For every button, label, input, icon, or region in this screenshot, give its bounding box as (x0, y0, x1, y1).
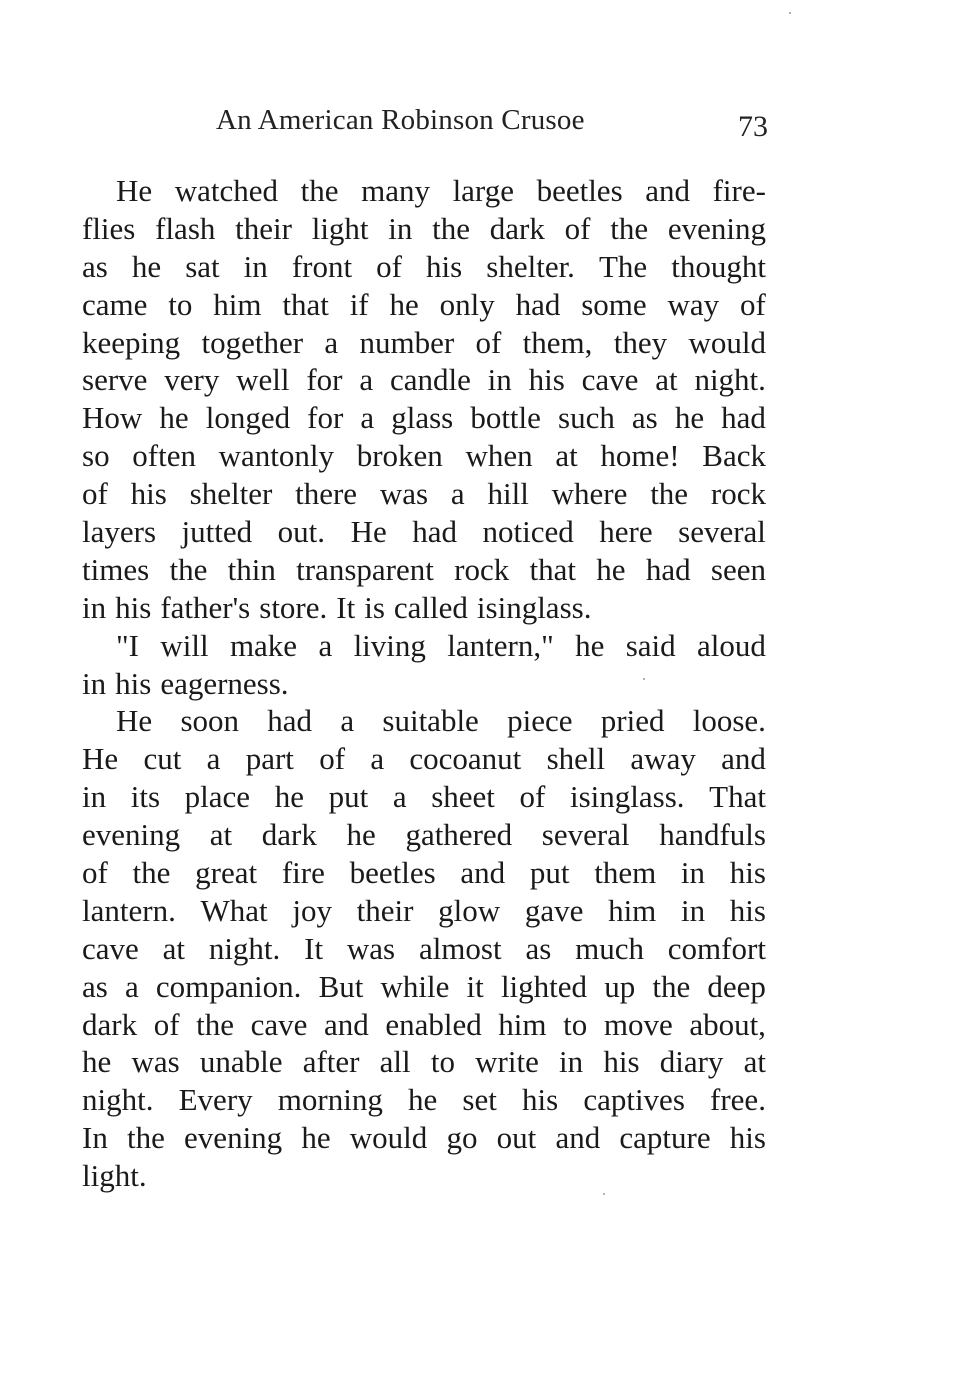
word: set (462, 1082, 497, 1118)
word: he (575, 627, 605, 663)
word: said (625, 627, 676, 663)
word: In (82, 1120, 108, 1156)
word: watched (174, 173, 279, 208)
running-head (216, 104, 776, 144)
word: thin (227, 551, 276, 587)
word: hill (487, 476, 529, 512)
text-line (82, 1081, 766, 1119)
word: his (115, 665, 152, 701)
word: a (206, 741, 221, 777)
word: in (680, 855, 706, 891)
word: flies (82, 210, 136, 246)
word: way (667, 286, 720, 322)
word: How (82, 400, 143, 436)
word: him (498, 1006, 547, 1042)
word: of (82, 855, 108, 891)
word: suitable (382, 703, 479, 739)
word: of (319, 741, 346, 777)
word: of (153, 1006, 180, 1042)
word: out. (277, 514, 326, 550)
word: night. (694, 362, 766, 398)
word: and (460, 855, 506, 891)
text-line (82, 437, 766, 475)
word: out (496, 1120, 537, 1156)
word: joy (292, 892, 332, 928)
word: as (525, 930, 552, 966)
word: sat (185, 248, 220, 284)
word: Every (178, 1082, 253, 1118)
print-speck (643, 678, 645, 680)
word: a (359, 362, 374, 398)
word: there (295, 476, 358, 512)
word: he (596, 551, 626, 587)
word: rock (454, 551, 510, 587)
word: evening (184, 1120, 283, 1156)
word: his (521, 1082, 559, 1118)
word: he (274, 779, 304, 815)
word: at (743, 1044, 766, 1080)
word: at (162, 930, 185, 966)
word: came (82, 286, 148, 322)
word: move (603, 1006, 673, 1042)
word: unable (199, 1044, 283, 1080)
word: he (346, 817, 376, 853)
word: thought (671, 248, 766, 284)
word: and (721, 741, 766, 777)
word: in (559, 1044, 584, 1080)
word: go (446, 1120, 478, 1156)
word: almost (418, 930, 502, 966)
word: in (82, 779, 107, 815)
word: to (430, 1044, 455, 1080)
word: free. (710, 1082, 766, 1118)
word: night. (82, 1082, 154, 1118)
word: cut (143, 741, 182, 777)
word: he (82, 1044, 112, 1080)
word: a (450, 476, 465, 512)
word: at (655, 362, 678, 398)
word: lighted (500, 968, 588, 1004)
word: he (389, 286, 419, 322)
text-line (82, 399, 766, 437)
word: several (541, 817, 630, 853)
word: store. (259, 589, 328, 625)
word: its (130, 779, 161, 815)
word: he (301, 1120, 331, 1156)
word: had (267, 703, 313, 739)
word: the (132, 855, 171, 891)
word: very (164, 362, 220, 398)
word: light. (82, 1158, 147, 1194)
word: shell (546, 741, 606, 777)
word: fire (281, 855, 325, 891)
word: his (130, 476, 167, 512)
word: cave (82, 930, 139, 966)
text-line (82, 665, 766, 703)
text-line (82, 702, 766, 740)
word: isinglass. (476, 589, 592, 625)
word: in (388, 210, 413, 246)
word: of (475, 324, 502, 360)
word: in (82, 665, 107, 701)
word: gathered (405, 817, 513, 853)
word: several (678, 514, 766, 550)
word: only (439, 286, 495, 322)
word: in (487, 362, 512, 398)
word: evening (82, 817, 181, 853)
word: put (328, 779, 369, 815)
word: the (650, 476, 689, 512)
word: them, (522, 324, 593, 360)
word: glow (438, 892, 501, 928)
word: the (610, 210, 649, 246)
word: his (603, 1044, 640, 1080)
word: a (360, 400, 375, 436)
word: will (160, 627, 209, 663)
word: home! (600, 438, 680, 474)
word: handfuls (659, 817, 766, 853)
text-line (82, 816, 766, 854)
word: and (645, 173, 690, 208)
word: morning (277, 1082, 383, 1118)
text-line (82, 513, 766, 551)
word: to (563, 1006, 588, 1042)
word: father's (160, 589, 251, 625)
word: had (645, 551, 691, 587)
word: the (127, 1120, 165, 1156)
word: would (688, 324, 766, 360)
word: He (116, 173, 153, 208)
text-line (82, 1157, 766, 1195)
word: in (82, 589, 107, 625)
word: piece (507, 703, 573, 739)
print-speck (789, 12, 791, 14)
word: dark (489, 210, 545, 246)
word: He (82, 741, 119, 777)
word: evening (667, 210, 766, 246)
word: lantern. (82, 892, 176, 928)
text-line (82, 854, 766, 892)
word: dark (261, 817, 317, 853)
word: longed (205, 400, 291, 436)
word: such (558, 400, 615, 436)
word: It (304, 930, 324, 966)
word: as (82, 248, 108, 284)
word: of (564, 210, 591, 246)
word: a (370, 741, 385, 777)
word: captives (583, 1082, 685, 1118)
word: wantonly (218, 438, 335, 474)
word: had (412, 514, 457, 550)
word: up (604, 968, 636, 1004)
word: But (318, 968, 364, 1004)
word: light (311, 210, 369, 246)
word: soon (180, 703, 240, 739)
text-line (82, 361, 766, 399)
word: "I (116, 627, 139, 663)
word: cave (581, 362, 639, 398)
word: He (116, 703, 153, 739)
word: their (235, 210, 292, 246)
word: all (379, 1044, 411, 1080)
word: beetles (349, 855, 436, 891)
word: a (324, 324, 339, 360)
word: glass (391, 400, 454, 436)
word: a (340, 703, 355, 739)
word: a (318, 627, 333, 663)
word: keeping (82, 324, 181, 360)
running-title: An American Robinson Crusoe (216, 104, 585, 136)
word: his (729, 855, 766, 891)
text-line (82, 968, 766, 1006)
word: in (680, 892, 706, 928)
word: his (729, 892, 766, 928)
word: put (529, 855, 570, 891)
word: eagerness. (160, 665, 289, 701)
word: place (184, 779, 251, 815)
word: Back (702, 438, 766, 474)
word: aloud (697, 627, 766, 663)
word: it (466, 968, 484, 1004)
word: at (555, 438, 578, 474)
word: deep (707, 968, 766, 1004)
word: diary (659, 1044, 724, 1080)
text-line (82, 1043, 766, 1081)
word: he (674, 400, 705, 436)
body-text (82, 172, 766, 1195)
text-line (82, 930, 766, 968)
word: after (302, 1044, 360, 1080)
word: that (282, 286, 329, 322)
word: night. (208, 930, 281, 966)
word: away (630, 741, 696, 777)
word: as (82, 968, 108, 1004)
word: here (599, 514, 653, 550)
text-line (82, 248, 766, 286)
word: together (201, 324, 304, 360)
text-line (82, 778, 766, 816)
print-speck (603, 1193, 605, 1195)
word: He (350, 514, 387, 550)
word: loose. (692, 703, 766, 739)
word: cave (250, 1006, 308, 1042)
word: when (465, 438, 533, 474)
word: The (598, 248, 648, 284)
word: the (300, 173, 339, 208)
text-line (82, 475, 766, 513)
word: write (475, 1044, 539, 1080)
word: fire- (712, 173, 766, 208)
word: transparent (296, 551, 434, 587)
word: gave (524, 892, 584, 928)
text-line (82, 1119, 766, 1157)
word: enabled (385, 1006, 482, 1042)
word: jutted (181, 514, 253, 550)
word: was (131, 1044, 180, 1080)
text-line (82, 210, 766, 248)
word: isinglass. (570, 779, 685, 815)
word: rock (710, 476, 766, 512)
word: in (243, 248, 268, 284)
word: noticed (482, 514, 574, 550)
word: while (380, 968, 450, 1004)
word: his (426, 248, 463, 284)
word: companion. (155, 968, 302, 1004)
word: sheet (431, 779, 495, 815)
word: to (168, 286, 193, 322)
word: as (631, 400, 658, 436)
word: It (336, 589, 356, 625)
word: broken (356, 438, 443, 474)
word: beetles (536, 173, 623, 208)
word: living (353, 627, 426, 663)
word: large (452, 173, 514, 208)
word: flash (155, 210, 216, 246)
word: of (519, 779, 546, 815)
word: a (124, 968, 139, 1004)
word: pried (600, 703, 665, 739)
word: of (82, 476, 108, 512)
word: them (594, 855, 657, 891)
word: about, (689, 1006, 766, 1042)
word: that (529, 551, 576, 587)
word: his (115, 589, 152, 625)
text-line (82, 740, 766, 778)
word: cocoanut (409, 741, 522, 777)
word: seen (710, 551, 766, 587)
text-line (82, 551, 766, 589)
word: candle (389, 362, 471, 398)
word: make (229, 627, 298, 663)
word: front (291, 248, 353, 284)
page-number: 73 (738, 110, 768, 143)
word: their (356, 892, 414, 928)
text-line (82, 1006, 766, 1044)
word: part (245, 741, 294, 777)
word: and (555, 1120, 601, 1156)
word: where (551, 476, 628, 512)
word: they (613, 324, 668, 360)
word: is (364, 589, 385, 625)
word: so (82, 438, 110, 474)
word: was (379, 476, 429, 512)
word: him (213, 286, 262, 322)
word: often (132, 438, 196, 474)
word: his (729, 1120, 766, 1156)
text-line (82, 892, 766, 930)
word: was (346, 930, 396, 966)
word: great (195, 855, 258, 891)
word: for (306, 362, 343, 398)
word: for (307, 400, 344, 436)
word: he (159, 400, 189, 436)
word: had (515, 286, 561, 322)
word: the (196, 1006, 234, 1042)
word: dark (82, 1006, 138, 1042)
word: had (721, 400, 766, 436)
word: number (359, 324, 455, 360)
word: layers (82, 514, 157, 550)
word: What (200, 892, 268, 928)
word: called (393, 589, 468, 625)
word: the (432, 210, 471, 246)
word: the (652, 968, 691, 1004)
word: many (361, 173, 430, 208)
text-line (82, 324, 766, 362)
word: some (581, 286, 647, 322)
word: capture (619, 1120, 711, 1156)
word: he (408, 1082, 438, 1118)
word: lantern," (447, 627, 554, 663)
word: comfort (667, 930, 766, 966)
word: he (131, 248, 162, 284)
word: much (575, 930, 644, 966)
word: the (169, 551, 208, 587)
word: bottle (470, 400, 541, 436)
word: That (709, 779, 766, 815)
word: a (392, 779, 407, 815)
word: shelter (189, 476, 273, 512)
text-line (82, 172, 766, 210)
word: would (349, 1120, 428, 1156)
word: of (740, 286, 766, 322)
word: serve (82, 362, 148, 398)
word: of (376, 248, 402, 284)
word: well (236, 362, 290, 398)
text-line (82, 627, 766, 665)
word: if (349, 286, 369, 322)
word: at (209, 817, 233, 853)
text-line (82, 286, 766, 324)
word: him (608, 892, 657, 928)
word: shelter. (486, 248, 575, 284)
word: times (82, 551, 150, 587)
text-line (82, 589, 766, 627)
word: and (323, 1006, 369, 1042)
word: his (528, 362, 565, 398)
